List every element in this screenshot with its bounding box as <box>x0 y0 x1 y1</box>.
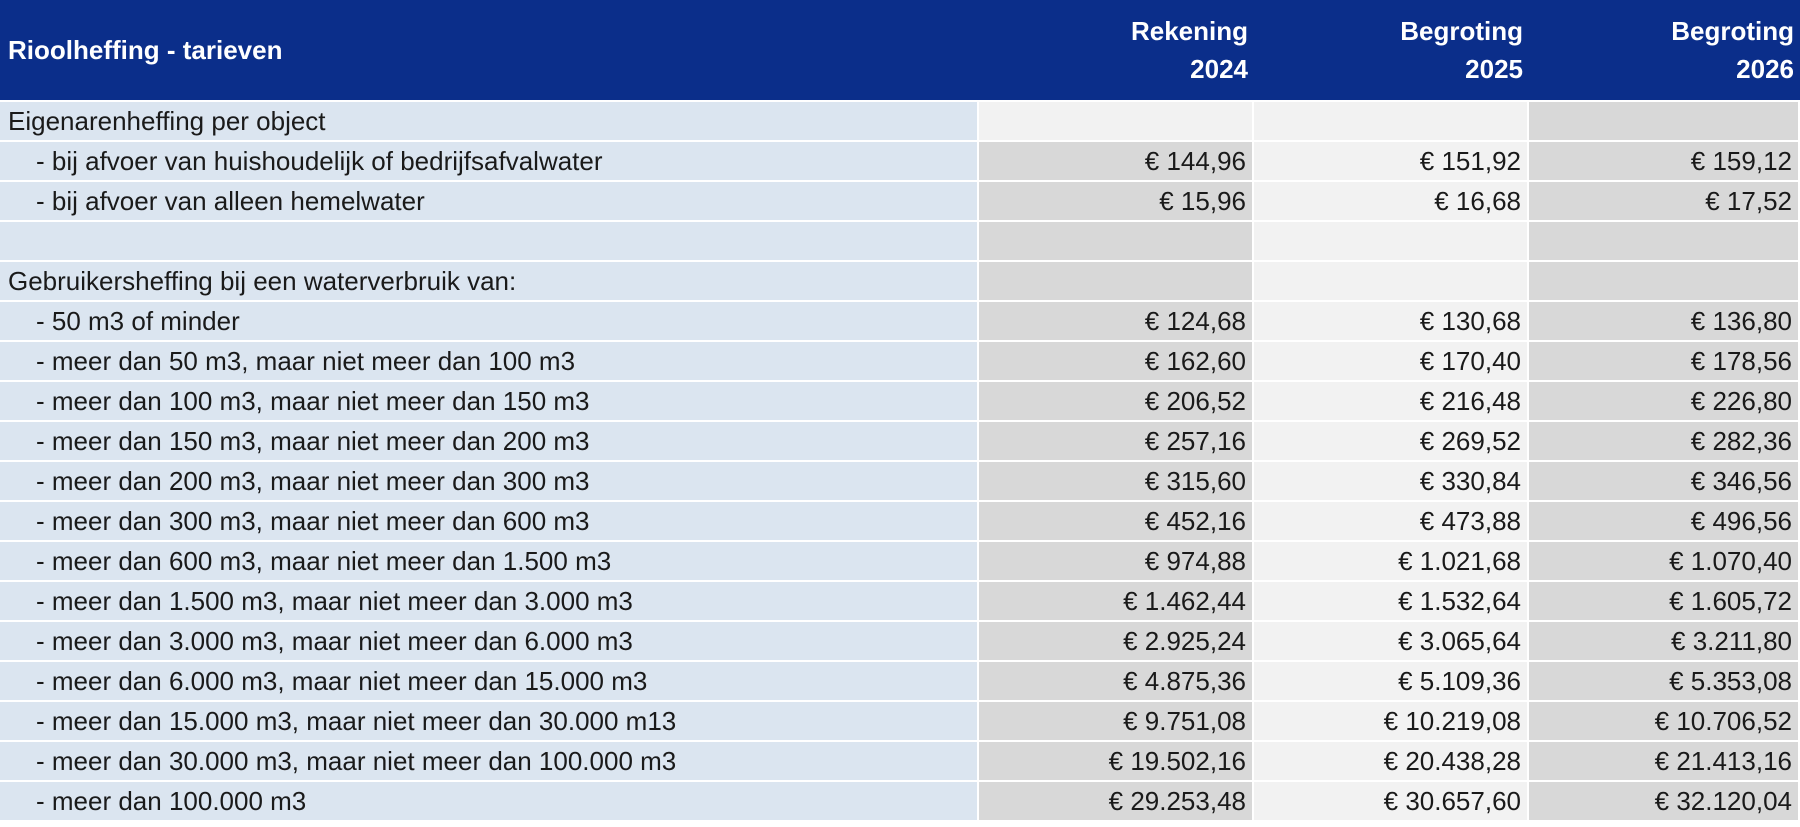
value-cell: € 257,16 <box>979 422 1254 462</box>
row-label: - bij afvoer van alleen hemelwater <box>0 182 979 222</box>
value-cell: € 159,12 <box>1529 142 1800 182</box>
value-cell: € 452,16 <box>979 502 1254 542</box>
column-header-line1: Begroting <box>1671 16 1794 46</box>
value-cell: € 16,68 <box>1254 182 1529 222</box>
value-cell: € 3.211,80 <box>1529 622 1800 662</box>
value-cell: € 124,68 <box>979 302 1254 342</box>
row-label: - meer dan 100.000 m3 <box>0 782 979 822</box>
value-cell: € 974,88 <box>979 542 1254 582</box>
value-cell: € 178,56 <box>1529 342 1800 382</box>
column-header-line2: 2024 <box>1190 54 1248 84</box>
value-cell: € 5.109,36 <box>1254 662 1529 702</box>
column-header-line2: 2026 <box>1736 54 1794 84</box>
value-cell: € 4.875,36 <box>979 662 1254 702</box>
value-cell: € 496,56 <box>1529 502 1800 542</box>
value-cell: € 130,68 <box>1254 302 1529 342</box>
row-label: - meer dan 300 m3, maar niet meer dan 600 m3 <box>0 502 979 542</box>
value-cell: € 1.070,40 <box>1529 542 1800 582</box>
column-header-line1: Begroting <box>1400 16 1523 46</box>
row-label: Eigenarenheffing per object <box>0 102 979 142</box>
row-label: - meer dan 50 m3, maar niet meer dan 100 m3 <box>0 342 979 382</box>
value-cell: € 10.706,52 <box>1529 702 1800 742</box>
value-cell <box>979 102 1254 142</box>
value-cell: € 2.925,24 <box>979 622 1254 662</box>
value-cell <box>1529 262 1800 302</box>
column-header-begroting-2025 <box>1254 0 1529 102</box>
row-label: - meer dan 150 m3, maar niet meer dan 200 m3 <box>0 422 979 462</box>
value-cell: € 5.353,08 <box>1529 662 1800 702</box>
column-header-line1: Rekening <box>1130 16 1248 46</box>
row-label: - bij afvoer van huishoudelijk of bedrijfsafvalwater <box>0 142 979 182</box>
value-cell: € 315,60 <box>979 462 1254 502</box>
value-cell: € 216,48 <box>1254 382 1529 422</box>
value-cell: € 3.065,64 <box>1254 622 1529 662</box>
value-cell: € 20.438,28 <box>1254 742 1529 782</box>
value-cell <box>1529 222 1800 262</box>
value-cell: € 330,84 <box>1254 462 1529 502</box>
value-cell: € 269,52 <box>1254 422 1529 462</box>
value-cell: € 17,52 <box>1529 182 1800 222</box>
row-label: - meer dan 600 m3, maar niet meer dan 1.500 m3 <box>0 542 979 582</box>
value-cell: € 1.021,68 <box>1254 542 1529 582</box>
table-title: Rioolheffing - tarieven <box>0 0 979 102</box>
value-cell <box>1529 102 1800 142</box>
value-cell: € 136,80 <box>1529 302 1800 342</box>
row-label: - meer dan 3.000 m3, maar niet meer dan 6.000 m3 <box>0 622 979 662</box>
row-label <box>0 222 979 262</box>
value-cell <box>979 262 1254 302</box>
value-cell: € 170,40 <box>1254 342 1529 382</box>
value-cell: € 144,96 <box>979 142 1254 182</box>
value-cell: € 30.657,60 <box>1254 782 1529 822</box>
value-cell <box>1254 102 1529 142</box>
value-cell: € 10.219,08 <box>1254 702 1529 742</box>
value-cell: € 1.605,72 <box>1529 582 1800 622</box>
column-header-line2: 2025 <box>1465 54 1523 84</box>
value-cell: € 1.462,44 <box>979 582 1254 622</box>
value-cell: € 206,52 <box>979 382 1254 422</box>
column-header-rekening-2024 <box>979 0 1254 102</box>
row-label: - meer dan 6.000 m3, maar niet meer dan 15.000 m3 <box>0 662 979 702</box>
row-label: - meer dan 15.000 m3, maar niet meer dan 30.000 m13 <box>0 702 979 742</box>
row-label: - 50 m3 of minder <box>0 302 979 342</box>
value-cell: € 151,92 <box>1254 142 1529 182</box>
column-header-begroting-2026 <box>1529 0 1800 102</box>
row-label: - meer dan 200 m3, maar niet meer dan 300 m3 <box>0 462 979 502</box>
row-label: - meer dan 1.500 m3, maar niet meer dan 3.000 m3 <box>0 582 979 622</box>
row-label: Gebruikersheffing bij een waterverbruik van: <box>0 262 979 302</box>
value-cell: € 15,96 <box>979 182 1254 222</box>
value-cell: € 226,80 <box>1529 382 1800 422</box>
value-cell: € 21.413,16 <box>1529 742 1800 782</box>
value-cell: € 282,36 <box>1529 422 1800 462</box>
value-cell: € 29.253,48 <box>979 782 1254 822</box>
row-label: - meer dan 30.000 m3, maar niet meer dan 100.000 m3 <box>0 742 979 782</box>
value-cell: € 1.532,64 <box>1254 582 1529 622</box>
value-cell: € 32.120,04 <box>1529 782 1800 822</box>
value-cell <box>1254 222 1529 262</box>
row-label: - meer dan 100 m3, maar niet meer dan 150 m3 <box>0 382 979 422</box>
value-cell <box>1254 262 1529 302</box>
value-cell: € 162,60 <box>979 342 1254 382</box>
value-cell: € 19.502,16 <box>979 742 1254 782</box>
value-cell <box>979 222 1254 262</box>
value-cell: € 473,88 <box>1254 502 1529 542</box>
value-cell: € 9.751,08 <box>979 702 1254 742</box>
value-cell: € 346,56 <box>1529 462 1800 502</box>
